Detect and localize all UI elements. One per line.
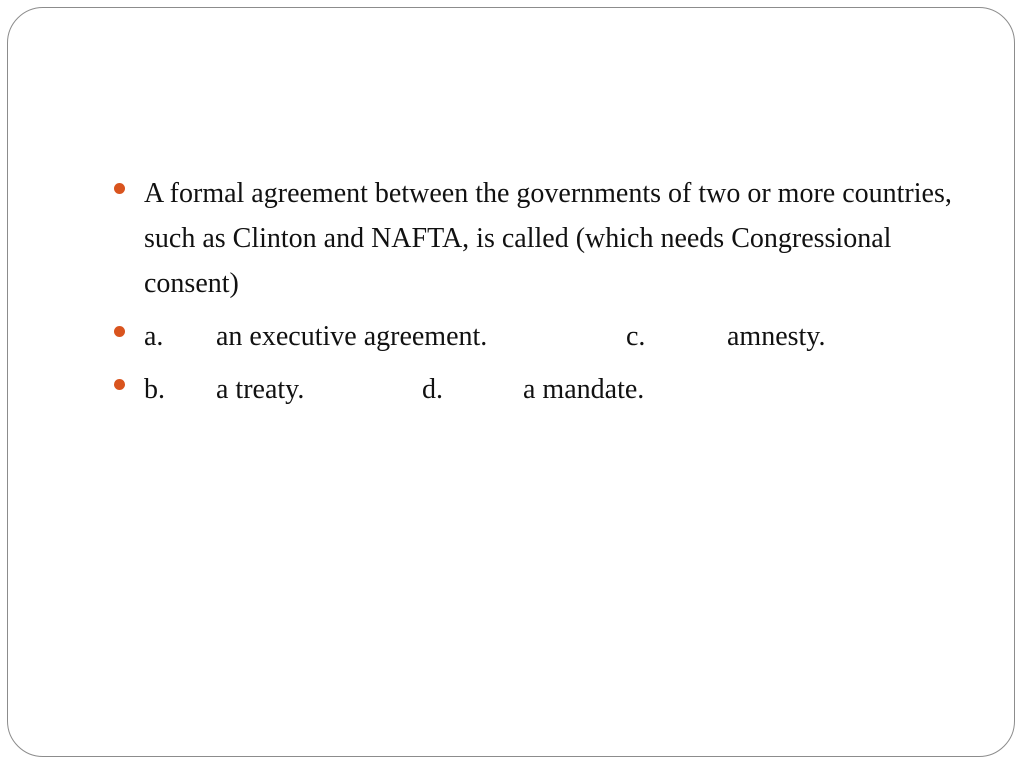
answer-row-1 <box>114 314 974 359</box>
question-text: A formal agreement between the governments of two or more countries, such as Clinton and NAFTA, is called (which needs Congressional consent) <box>144 178 952 299</box>
bullet-dot-icon <box>114 183 125 194</box>
bullet-dot-icon <box>114 379 125 390</box>
choice-letter-a: a. <box>144 321 164 352</box>
answer-row-2 <box>114 367 974 412</box>
choice-text-a: an executive agreement. <box>216 321 488 352</box>
choice-letter-c: c. <box>626 321 646 352</box>
choice-letter-b: b. <box>144 374 165 405</box>
choice-text-c: amnesty. <box>727 321 826 352</box>
bullet-dot-icon <box>114 326 125 337</box>
choice-letter-d: d. <box>422 374 443 405</box>
question-item <box>114 171 974 306</box>
choice-text-b: a treaty. <box>216 374 305 405</box>
choice-text-d: a mandate. <box>523 374 645 405</box>
bullet-list <box>114 171 974 420</box>
